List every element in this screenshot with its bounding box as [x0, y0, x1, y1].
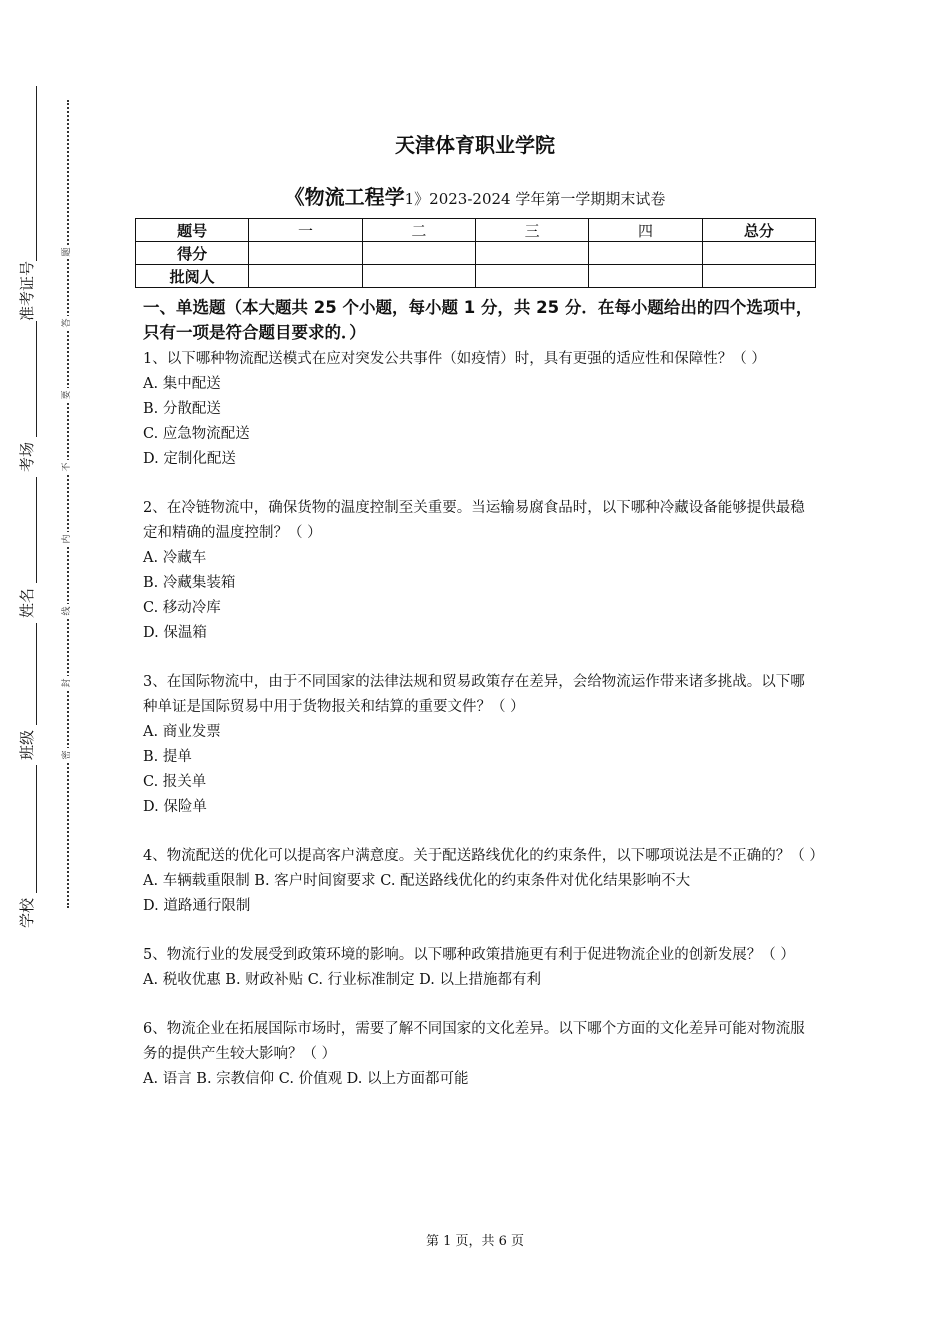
page-footer: 第 1 页，共 6 页: [425, 1234, 525, 1249]
margin-label-exam-room: 考场: [14, 437, 40, 477]
option: D. 道路通行限制: [143, 898, 251, 914]
option: A. 冷藏车: [143, 550, 207, 566]
option-line: A. 税收优惠 B. 财政补贴 C. 行业标准制定 D. 以上措施都有利: [143, 972, 542, 988]
question-6: [143, 1017, 818, 1092]
option-line: A. 车辆载重限制 B. 客户时间窗要求 C. 配送路线优化的约束条件对优化结果影响不大: [143, 873, 691, 889]
option: B. 分散配送: [143, 401, 221, 417]
seal-char: 线: [60, 604, 74, 618]
question-stem: 3、在国际物流中，由于不同国家的法律法规和贸易政策存在差异，会给物流运作带来诸多挑战。以下哪种单证是国际贸易中用于货物报关和结算的重要文件？（ ）: [143, 674, 805, 715]
section-heading: 一、单选题（本大题共 25 个小题，每小题 1 分，共 25 分．在每小题给出的四个选项中，只有一项是符合题目要求的．）: [143, 298, 813, 342]
reviewer-cell: [702, 265, 815, 288]
seal-char: 题: [60, 245, 74, 259]
binding-solid-line: [36, 86, 37, 926]
header-cell: 题号: [136, 219, 249, 242]
option: D. 保温箱: [143, 625, 207, 641]
score-cell: [702, 242, 815, 265]
question-3: [143, 670, 818, 820]
header-cell: 三: [475, 219, 588, 242]
option: A. 商业发票: [143, 724, 221, 740]
margin-label-class: 班级: [14, 725, 40, 765]
option: D. 定制化配送: [143, 451, 236, 467]
question-stem: 4、物流配送的优化可以提高客户满意度。关于配送路线优化的约束条件，以下哪项说法是不正确的？（ ）: [143, 848, 824, 864]
question-4: [143, 844, 824, 919]
seal-char: 答: [60, 316, 74, 330]
score-cell: [475, 242, 588, 265]
question-stem: 1、以下哪种物流配送模式在应对突发公共事件（如疫情）时，具有更强的适应性和保障性？（ ）: [143, 351, 766, 367]
reviewer-cell: [362, 265, 475, 288]
header-cell: 总分: [702, 219, 815, 242]
header-cell: 四: [589, 219, 702, 242]
option: C. 移动冷库: [143, 600, 221, 616]
margin-label-exam-id: 准考证号: [14, 261, 40, 321]
seal-char: 不: [60, 460, 74, 474]
score-table-header-row: [136, 219, 816, 242]
exam-title: [0, 181, 950, 210]
exam-term: 1》2023-2024 学年第一学期期末试卷: [404, 190, 666, 208]
question-5: [143, 943, 818, 993]
question-stem: 2、在冷链物流中，确保货物的温度控制至关重要。当运输易腐食品时，以下哪种冷藏设备能够提供最稳定和精确的温度控制？（ ）: [143, 500, 805, 541]
score-table: [135, 218, 816, 288]
reviewer-cell: [589, 265, 702, 288]
reviewer-cell: [249, 265, 362, 288]
header-cell: 二: [362, 219, 475, 242]
option-line: A. 语言 B. 宗教信仰 C. 价值观 D. 以上方面都可能: [143, 1071, 469, 1087]
score-cell: [589, 242, 702, 265]
row-label-reviewer: 批阅人: [136, 265, 249, 288]
reviewer-cell: [475, 265, 588, 288]
row-label-score: 得分: [136, 242, 249, 265]
question-stem: 6、物流企业在拓展国际市场时，需要了解不同国家的文化差异。以下哪个方面的文化差异可能对物流服务的提供产生较大影响？（ ）: [143, 1021, 805, 1062]
question-stem: 5、物流行业的发展受到政策环境的影响。以下哪种政策措施更有利于促进物流企业的创新发展？（ ）: [143, 947, 795, 963]
margin-label-school: 学校: [14, 893, 40, 933]
margin-label-name: 姓名: [14, 583, 40, 623]
course-name: 《物流工程学: [284, 185, 405, 209]
question-1: [143, 347, 818, 472]
score-row: [136, 242, 816, 265]
header-cell: 一: [249, 219, 362, 242]
score-cell: [362, 242, 475, 265]
seal-char: 内: [60, 532, 74, 546]
question-2: [143, 496, 818, 646]
seal-dotted-line: [67, 100, 69, 908]
seal-char: 要: [60, 388, 74, 402]
option: A. 集中配送: [143, 376, 221, 392]
question-section: [143, 295, 824, 1116]
option: C. 应急物流配送: [143, 426, 250, 442]
option: D. 保险单: [143, 799, 207, 815]
score-cell: [249, 242, 362, 265]
option: B. 冷藏集装箱: [143, 575, 236, 591]
option: C. 报关单: [143, 774, 207, 790]
reviewer-row: [136, 265, 816, 288]
seal-char: 密: [60, 748, 74, 762]
seal-char: 封: [60, 676, 74, 690]
option: B. 提单: [143, 749, 192, 765]
school-name: 天津体育职业学院: [395, 133, 555, 157]
